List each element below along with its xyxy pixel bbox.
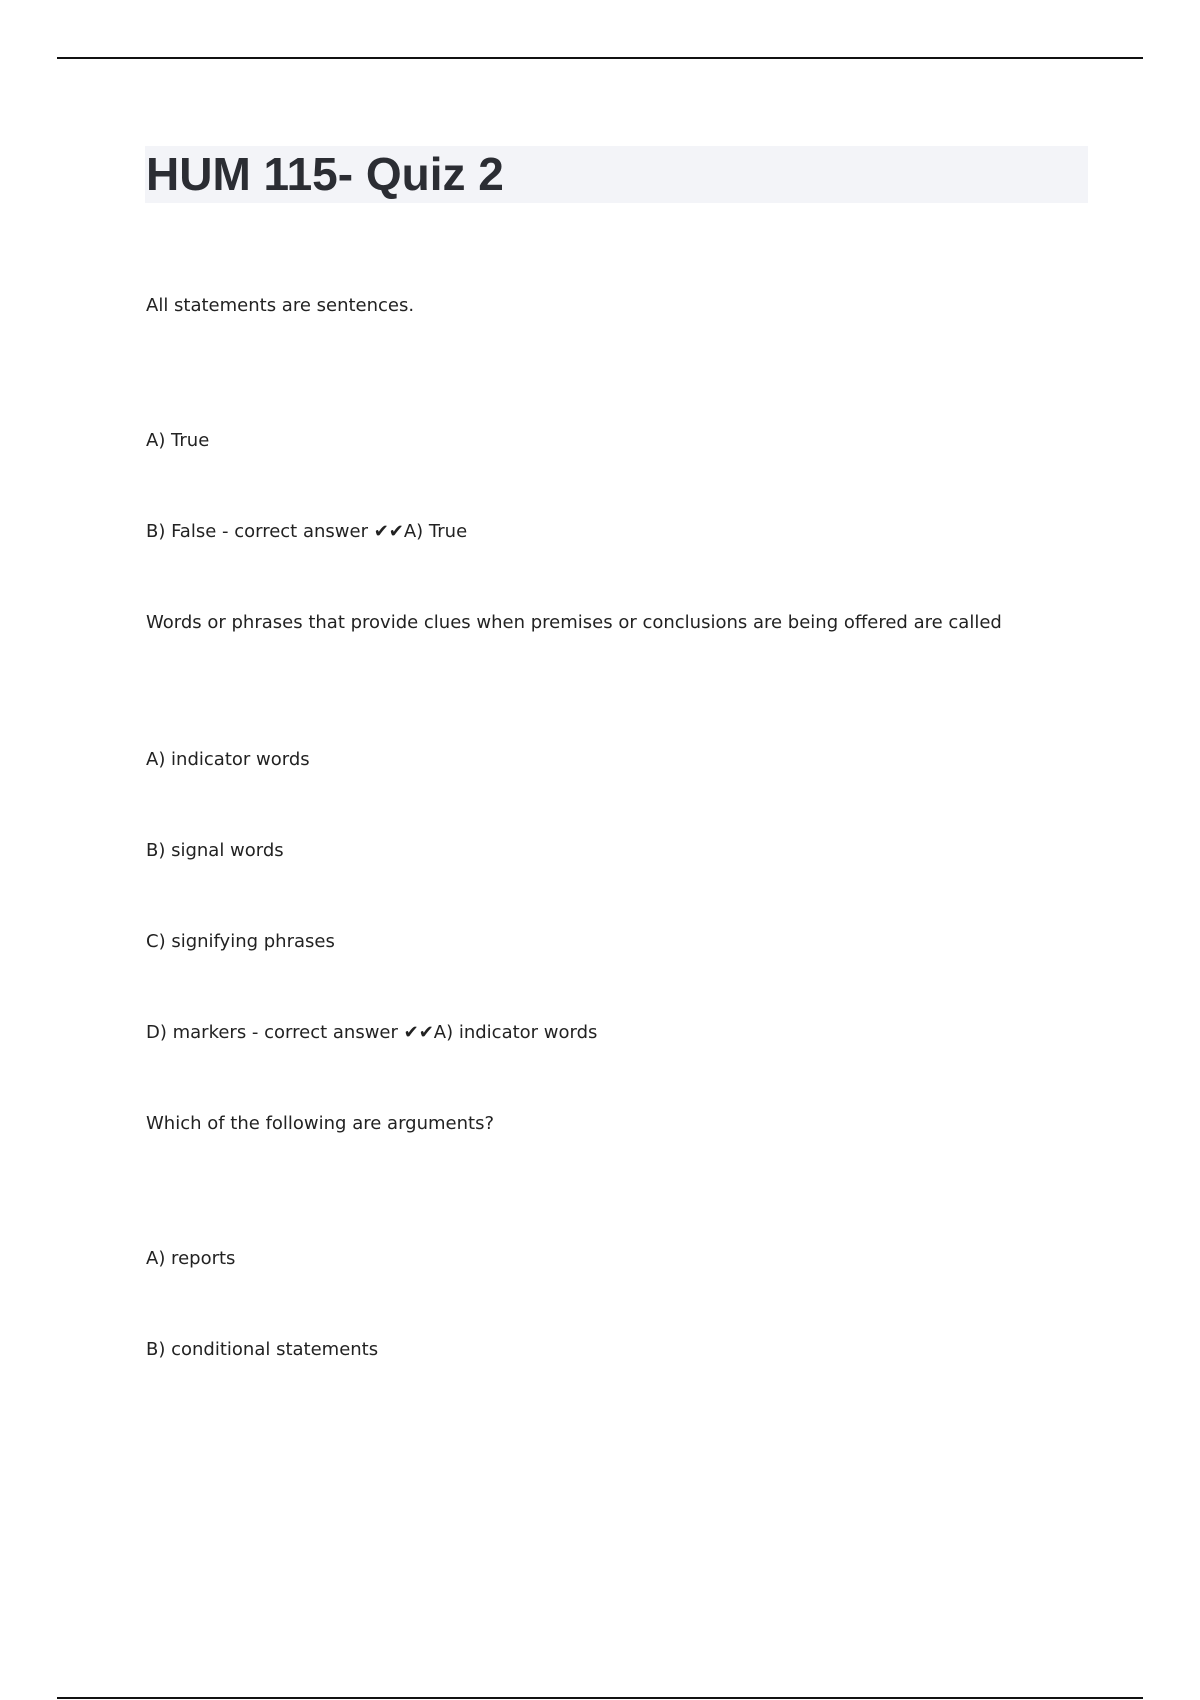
- question-1-option-b-answer: B) False - correct answer ✔✔A) True: [146, 521, 468, 542]
- bottom-rule: [57, 1697, 1143, 1699]
- question-2-option-a: A) indicator words: [146, 749, 310, 770]
- document-title: HUM 115- Quiz 2: [146, 148, 504, 200]
- question-2-option-b: B) signal words: [146, 840, 284, 861]
- question-1-text: All statements are sentences.: [146, 295, 415, 316]
- question-2-text: Words or phrases that provide clues when premises or conclusions are being offered are called: [146, 612, 1002, 633]
- question-1-option-a: A) True: [146, 430, 210, 451]
- top-rule: [57, 57, 1143, 59]
- question-3-text: Which of the following are arguments?: [146, 1113, 494, 1134]
- question-2-option-c: C) signifying phrases: [146, 931, 335, 952]
- question-2-option-d-answer: D) markers - correct answer ✔✔A) indicator words: [146, 1022, 598, 1043]
- question-3-option-a: A) reports: [146, 1248, 236, 1269]
- question-3-option-b: B) conditional statements: [146, 1339, 379, 1360]
